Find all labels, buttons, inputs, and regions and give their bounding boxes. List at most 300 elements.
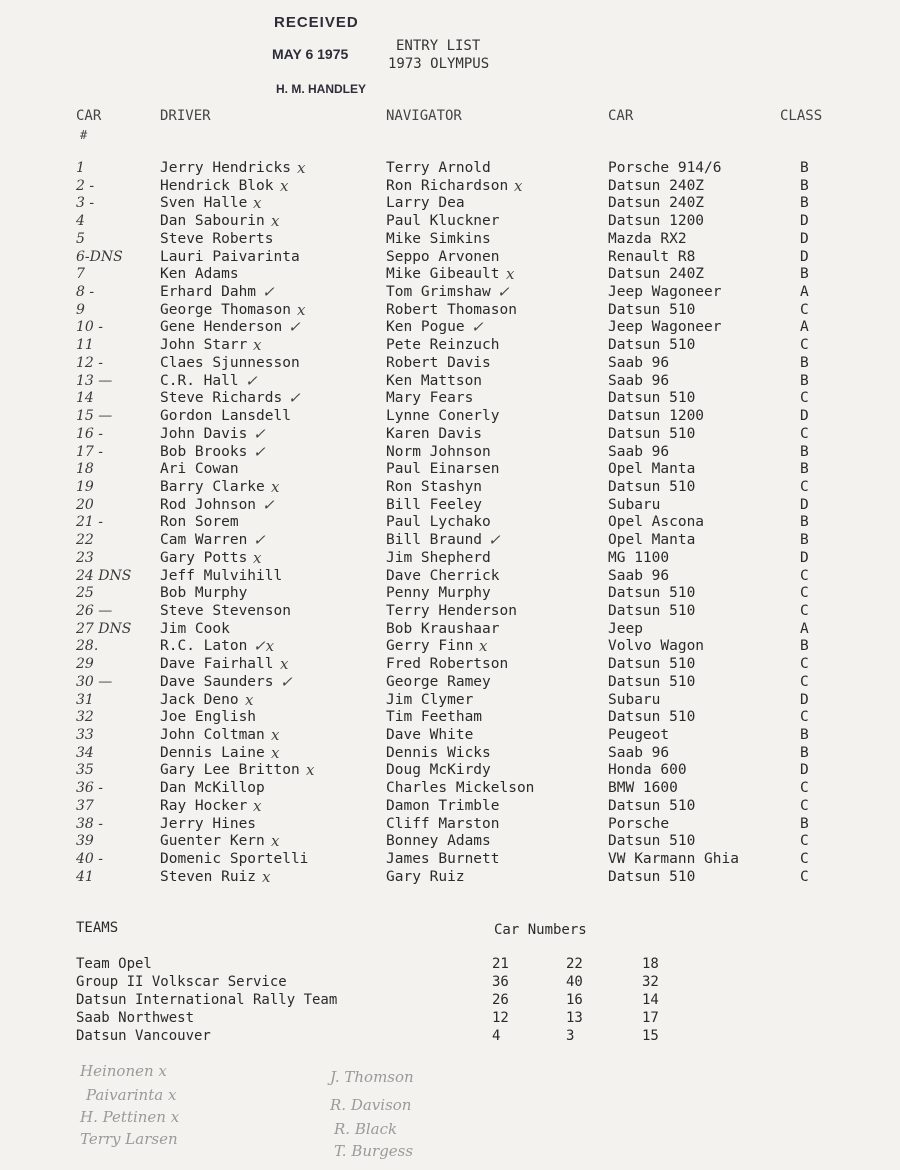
driver-cell: Cam Warren bbox=[160, 532, 248, 549]
car-number-cell: 22 bbox=[76, 532, 94, 549]
table-row bbox=[0, 833, 900, 851]
car-cell: Saab 96 bbox=[608, 354, 670, 371]
car-cell: Datsun 510 bbox=[608, 833, 696, 850]
car-number-cell: 14 bbox=[76, 390, 94, 407]
car-cell: Mazda RX2 bbox=[608, 230, 687, 247]
team-car-number: 4 bbox=[492, 1028, 501, 1044]
car-number-cell: 30 — bbox=[76, 673, 113, 690]
car-number-cell: 39 bbox=[76, 833, 94, 850]
navigator-cell: Tim Feetham bbox=[386, 709, 483, 726]
car-cell: Datsun 510 bbox=[608, 797, 696, 814]
driver-cell: Sven Halle bbox=[160, 195, 248, 212]
class-cell: B bbox=[800, 160, 809, 176]
column-header-navigator: NAVIGATOR bbox=[386, 108, 462, 124]
table-row bbox=[0, 266, 900, 284]
driver-cell: Bob Murphy bbox=[160, 585, 248, 602]
driver-cell: Steve Roberts bbox=[160, 230, 274, 247]
navigator-cell: Ron Richardson bbox=[386, 177, 509, 194]
handwritten-mark: x bbox=[297, 300, 306, 319]
document-subtitle: 1973 OLYMPUS bbox=[388, 56, 490, 72]
driver-cell: John Starr bbox=[160, 337, 248, 354]
class-cell: C bbox=[800, 797, 809, 814]
navigator-cell: Mike Simkins bbox=[386, 230, 491, 247]
class-cell: B bbox=[800, 727, 809, 743]
car-cell: Datsun 240Z bbox=[608, 177, 705, 194]
handwritten-note: J. Thomson bbox=[330, 1068, 414, 1086]
driver-cell: Ron Sorem bbox=[160, 514, 239, 531]
car-cell: Datsun 510 bbox=[608, 868, 696, 885]
team-car-number: 26 bbox=[492, 992, 509, 1008]
navigator-cell: Ron Stashyn bbox=[386, 478, 483, 495]
received-stamp: RECEIVED bbox=[274, 14, 359, 31]
driver-cell: Jim Cook bbox=[160, 620, 230, 637]
car-cell: Saab 96 bbox=[608, 567, 670, 584]
handwritten-mark: ✓ bbox=[288, 318, 301, 337]
driver-cell: Jack Deno bbox=[160, 691, 239, 708]
navigator-cell: Lynne Conerly bbox=[386, 408, 500, 425]
table-row bbox=[0, 798, 900, 816]
navigator-cell: Ken Mattson bbox=[386, 372, 483, 389]
teams-table bbox=[0, 955, 900, 1045]
driver-cell: Ari Cowan bbox=[160, 461, 239, 478]
table-row bbox=[0, 390, 900, 408]
driver-cell: Barry Clarke bbox=[160, 478, 265, 495]
table-row bbox=[0, 656, 900, 674]
car-cell: Saab 96 bbox=[608, 372, 670, 389]
car-cell: Volvo Wagon bbox=[608, 638, 705, 655]
table-row bbox=[0, 408, 900, 426]
driver-cell: Dan McKillop bbox=[160, 780, 265, 797]
table-row bbox=[0, 444, 900, 462]
car-cell: Honda 600 bbox=[608, 762, 687, 779]
handwritten-mark: x bbox=[253, 548, 262, 567]
handwritten-note: R. Black bbox=[334, 1120, 398, 1138]
class-cell: B bbox=[800, 815, 809, 832]
navigator-cell: Seppo Arvonen bbox=[386, 248, 500, 265]
table-row bbox=[0, 373, 900, 391]
handwritten-mark: ✓ bbox=[245, 371, 258, 390]
car-cell: Opel Manta bbox=[608, 461, 696, 478]
car-cell: Jeep bbox=[608, 620, 643, 637]
class-cell: C bbox=[800, 868, 809, 885]
driver-cell: Dave Saunders bbox=[160, 673, 274, 690]
car-cell: Datsun 510 bbox=[608, 390, 696, 407]
team-row bbox=[0, 991, 900, 1009]
car-number-cell: 12 - bbox=[76, 354, 103, 371]
class-cell: D bbox=[800, 408, 809, 425]
driver-cell: Bob Brooks bbox=[160, 443, 248, 460]
table-row bbox=[0, 692, 900, 710]
table-row bbox=[0, 319, 900, 337]
class-cell: B bbox=[800, 532, 809, 549]
column-header-driver: DRIVER bbox=[160, 108, 211, 124]
team-row bbox=[0, 1009, 900, 1027]
car-cell: Renault R8 bbox=[608, 248, 696, 265]
car-cell: Peugeot bbox=[608, 727, 670, 743]
navigator-cell: Jim Shepherd bbox=[386, 549, 491, 566]
class-cell: D bbox=[800, 549, 809, 566]
navigator-cell: Paul Kluckner bbox=[386, 213, 500, 230]
car-cell: Datsun 510 bbox=[608, 478, 696, 495]
team-car-number: 13 bbox=[566, 1010, 583, 1026]
table-row bbox=[0, 745, 900, 763]
team-car-number: 15 bbox=[642, 1028, 659, 1044]
car-number-cell: 38 - bbox=[76, 815, 103, 832]
driver-cell: Jerry Hendricks bbox=[160, 160, 291, 176]
navigator-cell: Damon Trimble bbox=[386, 797, 500, 814]
handwritten-mark: x bbox=[245, 690, 254, 709]
class-cell: C bbox=[800, 833, 809, 850]
table-row bbox=[0, 213, 900, 231]
navigator-cell: Dave Cherrick bbox=[386, 567, 500, 584]
team-car-number: 21 bbox=[492, 956, 509, 972]
team-row bbox=[0, 973, 900, 991]
navigator-cell: Paul Einarsen bbox=[386, 461, 500, 478]
received-name-stamp: H. M. HANDLEY bbox=[276, 82, 366, 96]
navigator-cell: Fred Robertson bbox=[386, 656, 509, 673]
handwritten-mark: x bbox=[271, 743, 280, 762]
class-cell: C bbox=[800, 673, 809, 690]
class-cell: D bbox=[800, 691, 809, 708]
driver-cell: Hendrick Blok bbox=[160, 177, 274, 194]
handwritten-mark: ✓ bbox=[262, 283, 275, 302]
handwritten-mark: x bbox=[479, 637, 488, 656]
team-car-number: 3 bbox=[566, 1028, 575, 1044]
team-car-number: 40 bbox=[566, 974, 583, 990]
table-row bbox=[0, 585, 900, 603]
driver-cell: Jeff Mulvihill bbox=[160, 567, 283, 584]
class-cell: B bbox=[800, 177, 809, 194]
table-row bbox=[0, 568, 900, 586]
navigator-cell: Paul Lychako bbox=[386, 514, 491, 531]
car-cell: BMW 1600 bbox=[608, 780, 678, 797]
class-cell: C bbox=[800, 656, 809, 673]
car-cell: Porsche 914/6 bbox=[608, 160, 722, 176]
navigator-cell: Tom Grimshaw bbox=[386, 284, 491, 301]
team-car-number: 16 bbox=[566, 992, 583, 1008]
car-cell: Datsun 240Z bbox=[608, 195, 705, 212]
car-number-cell: 5 bbox=[76, 230, 85, 247]
handwritten-mark: x bbox=[271, 212, 280, 231]
table-row bbox=[0, 762, 900, 780]
handwritten-mark: x bbox=[280, 655, 289, 674]
handwritten-mark: ✓ bbox=[253, 424, 266, 443]
driver-cell: Ken Adams bbox=[160, 266, 239, 283]
car-cell: Jeep Wagoneer bbox=[608, 284, 722, 301]
car-number-cell: 8 - bbox=[76, 284, 95, 301]
handwritten-mark: ✓ bbox=[288, 389, 301, 408]
table-row bbox=[0, 603, 900, 621]
navigator-cell: Mary Fears bbox=[386, 390, 474, 407]
car-number-cell: 7 bbox=[76, 266, 85, 283]
handwritten-mark: ✓x bbox=[253, 637, 275, 656]
car-number-cell: 16 - bbox=[76, 425, 103, 442]
car-cell: Opel Manta bbox=[608, 532, 696, 549]
car-cell: Datsun 1200 bbox=[608, 408, 705, 425]
car-cell: Opel Ascona bbox=[608, 514, 705, 531]
car-number-cell: 21 - bbox=[76, 514, 103, 531]
car-cell: Subaru bbox=[608, 496, 661, 513]
car-number-cell: 37 bbox=[76, 797, 94, 814]
driver-cell: Gary Lee Britton bbox=[160, 762, 300, 779]
handwritten-mark: ✓ bbox=[497, 283, 510, 302]
driver-cell: Claes Sjunnesson bbox=[160, 354, 300, 371]
driver-cell: Ray Hocker bbox=[160, 797, 248, 814]
table-row bbox=[0, 178, 900, 196]
handwritten-mark: x bbox=[253, 796, 262, 815]
car-number-cell: 25 bbox=[76, 585, 94, 602]
table-row bbox=[0, 479, 900, 497]
navigator-cell: Gary Ruiz bbox=[386, 868, 465, 885]
driver-cell: George Thomason bbox=[160, 301, 291, 318]
car-cell: Saab 96 bbox=[608, 744, 670, 761]
class-cell: C bbox=[800, 585, 809, 602]
table-row bbox=[0, 231, 900, 249]
table-row bbox=[0, 355, 900, 373]
handwritten-mark: x bbox=[262, 867, 271, 886]
table-row bbox=[0, 816, 900, 834]
navigator-cell: Karen Davis bbox=[386, 425, 483, 442]
class-cell: B bbox=[800, 638, 809, 655]
navigator-cell: Bonney Adams bbox=[386, 833, 491, 850]
driver-cell: R.C. Laton bbox=[160, 638, 248, 655]
handwritten-note: H. Pettinen x bbox=[80, 1108, 180, 1126]
class-cell: C bbox=[800, 851, 809, 868]
navigator-cell: James Burnett bbox=[386, 851, 500, 868]
car-cell: Datsun 510 bbox=[608, 673, 696, 690]
column-header-car-number: CAR bbox=[76, 108, 102, 124]
column-header-class: CLASS bbox=[780, 108, 823, 124]
class-cell: C bbox=[800, 567, 809, 584]
car-number-cell: 18 bbox=[76, 461, 94, 478]
car-number-cell: 15 — bbox=[76, 408, 113, 425]
class-cell: B bbox=[800, 514, 809, 531]
navigator-cell: Gerry Finn bbox=[386, 638, 474, 655]
table-row bbox=[0, 426, 900, 444]
driver-cell: Steve Stevenson bbox=[160, 602, 291, 619]
team-row bbox=[0, 955, 900, 973]
car-number-cell: 1 bbox=[76, 160, 85, 176]
car-number-cell: 33 bbox=[76, 727, 94, 743]
handwritten-note: T. Burgess bbox=[334, 1142, 414, 1160]
navigator-cell: Bill Feeley bbox=[386, 496, 483, 513]
handwritten-mark: x bbox=[271, 832, 280, 851]
class-cell: B bbox=[800, 372, 809, 389]
car-number-cell: 36 - bbox=[76, 780, 103, 797]
team-name: Datsun International Rally Team bbox=[76, 992, 338, 1008]
navigator-cell: Penny Murphy bbox=[386, 585, 491, 602]
driver-cell: Joe English bbox=[160, 709, 257, 726]
handwritten-mark: x bbox=[253, 194, 262, 213]
table-row bbox=[0, 780, 900, 798]
driver-cell: John Davis bbox=[160, 425, 248, 442]
driver-cell: Guenter Kern bbox=[160, 833, 265, 850]
navigator-cell: Bob Kraushaar bbox=[386, 620, 500, 637]
class-cell: C bbox=[800, 780, 809, 797]
car-cell: Datsun 510 bbox=[608, 656, 696, 673]
table-row bbox=[0, 514, 900, 532]
table-row bbox=[0, 621, 900, 639]
car-number-cell: 17 - bbox=[76, 443, 103, 460]
received-date-stamp: MAY 6 1975 bbox=[272, 46, 349, 62]
table-row bbox=[0, 497, 900, 515]
driver-cell: Jerry Hines bbox=[160, 815, 257, 832]
navigator-cell: Robert Davis bbox=[386, 354, 491, 371]
handwritten-note: Heinonen x bbox=[80, 1062, 167, 1080]
car-cell: Datsun 510 bbox=[608, 585, 696, 602]
table-row bbox=[0, 638, 900, 656]
class-cell: C bbox=[800, 425, 809, 442]
class-cell: D bbox=[800, 248, 809, 265]
team-car-number: 22 bbox=[566, 956, 583, 972]
driver-cell: Dave Fairhall bbox=[160, 656, 274, 673]
navigator-cell: Norm Johnson bbox=[386, 443, 491, 460]
handwritten-mark: x bbox=[271, 726, 280, 744]
car-number-cell: 9 bbox=[76, 301, 85, 318]
car-number-cell: 13 — bbox=[76, 372, 113, 389]
driver-cell: Gene Henderson bbox=[160, 319, 283, 336]
class-cell: D bbox=[800, 230, 809, 247]
car-number-cell: 3 - bbox=[76, 195, 95, 212]
table-row bbox=[0, 284, 900, 302]
driver-cell: Steven Ruiz bbox=[160, 868, 257, 885]
table-row bbox=[0, 532, 900, 550]
driver-cell: Steve Richards bbox=[160, 390, 283, 407]
driver-cell: Dennis Laine bbox=[160, 744, 265, 761]
table-row bbox=[0, 550, 900, 568]
navigator-cell: Pete Reinzuch bbox=[386, 337, 500, 354]
handwritten-mark: x bbox=[297, 159, 306, 177]
column-header-hash: # bbox=[80, 128, 88, 142]
navigator-cell: Dennis Wicks bbox=[386, 744, 491, 761]
team-name: Saab Northwest bbox=[76, 1010, 195, 1026]
table-row bbox=[0, 851, 900, 869]
handwritten-mark: x bbox=[253, 336, 262, 355]
car-number-cell: 20 bbox=[76, 496, 94, 513]
table-row bbox=[0, 337, 900, 355]
car-number-cell: 31 bbox=[76, 691, 94, 708]
navigator-cell: George Ramey bbox=[386, 673, 491, 690]
class-cell: C bbox=[800, 709, 809, 726]
car-cell: Datsun 510 bbox=[608, 709, 696, 726]
class-cell: D bbox=[800, 762, 809, 779]
driver-cell: John Coltman bbox=[160, 727, 265, 743]
car-cell: Saab 96 bbox=[608, 443, 670, 460]
car-cell: Jeep Wagoneer bbox=[608, 319, 722, 336]
team-name: Datsun Vancouver bbox=[76, 1028, 211, 1044]
team-name: Group II Volkscar Service bbox=[76, 974, 287, 990]
class-cell: C bbox=[800, 337, 809, 354]
handwritten-note: Terry Larsen bbox=[80, 1130, 178, 1148]
car-number-cell: 23 bbox=[76, 549, 94, 566]
team-car-number: 14 bbox=[642, 992, 659, 1008]
navigator-cell: Jim Clymer bbox=[386, 691, 474, 708]
car-cell: Datsun 1200 bbox=[608, 213, 705, 230]
team-name: Team Opel bbox=[76, 956, 152, 972]
car-number-cell: 32 bbox=[76, 709, 94, 726]
class-cell: B bbox=[800, 195, 809, 212]
car-number-cell: 28. bbox=[76, 638, 99, 655]
team-car-number: 18 bbox=[642, 956, 659, 972]
class-cell: B bbox=[800, 461, 809, 478]
driver-cell: Gordon Lansdell bbox=[160, 408, 291, 425]
class-cell: A bbox=[800, 319, 809, 336]
car-cell: Datsun 510 bbox=[608, 337, 696, 354]
class-cell: C bbox=[800, 602, 809, 619]
car-number-cell: 11 bbox=[76, 337, 94, 354]
class-cell: B bbox=[800, 443, 809, 460]
table-row bbox=[0, 249, 900, 267]
document-title: ENTRY LIST bbox=[396, 38, 481, 54]
driver-cell: Lauri Paivarinta bbox=[160, 248, 300, 265]
team-car-number: 32 bbox=[642, 974, 659, 990]
car-number-cell: 40 - bbox=[76, 851, 103, 868]
handwritten-mark: x bbox=[306, 761, 315, 780]
handwritten-mark: ✓ bbox=[471, 318, 484, 337]
class-cell: B bbox=[800, 354, 809, 371]
class-cell: B bbox=[800, 266, 809, 283]
car-cell: Datsun 510 bbox=[608, 602, 696, 619]
driver-cell: Rod Johnson bbox=[160, 496, 257, 513]
car-cell: Datsun 510 bbox=[608, 301, 696, 318]
entry-table bbox=[0, 160, 900, 886]
team-car-number: 12 bbox=[492, 1010, 509, 1026]
car-number-cell: 27 DNS bbox=[76, 620, 132, 637]
handwritten-mark: x bbox=[280, 176, 289, 195]
driver-cell: Domenic Sportelli bbox=[160, 851, 309, 868]
car-cell: Porsche bbox=[608, 815, 670, 832]
table-row bbox=[0, 727, 900, 745]
car-number-cell: 29 bbox=[76, 656, 94, 673]
car-number-cell: 19 bbox=[76, 478, 94, 495]
handwritten-mark: ✓ bbox=[488, 531, 501, 550]
driver-cell: Erhard Dahm bbox=[160, 284, 257, 301]
navigator-cell: Dave White bbox=[386, 727, 474, 743]
team-car-number: 17 bbox=[642, 1010, 659, 1026]
navigator-cell: Robert Thomason bbox=[386, 301, 517, 318]
handwritten-mark: ✓ bbox=[262, 495, 275, 514]
handwritten-mark: x bbox=[506, 265, 515, 284]
table-row bbox=[0, 674, 900, 692]
navigator-cell: Mike Gibeault bbox=[386, 266, 500, 283]
navigator-cell: Charles Mickelson bbox=[386, 780, 535, 797]
car-number-cell: 24 DNS bbox=[76, 567, 132, 584]
class-cell: C bbox=[800, 478, 809, 495]
handwritten-mark: x bbox=[271, 477, 280, 496]
driver-cell: C.R. Hall bbox=[160, 372, 239, 389]
handwritten-mark: ✓ bbox=[253, 442, 266, 461]
class-cell: A bbox=[800, 620, 809, 637]
table-row bbox=[0, 461, 900, 479]
class-cell: C bbox=[800, 390, 809, 407]
navigator-cell: Cliff Marston bbox=[386, 815, 500, 832]
car-number-cell: 35 bbox=[76, 762, 94, 779]
driver-cell: Gary Potts bbox=[160, 549, 248, 566]
car-cell: Subaru bbox=[608, 691, 661, 708]
table-row bbox=[0, 869, 900, 887]
navigator-cell: Ken Pogue bbox=[386, 319, 465, 336]
class-cell: D bbox=[800, 496, 809, 513]
teams-header: TEAMS bbox=[76, 920, 119, 936]
car-number-cell: 34 bbox=[76, 744, 94, 761]
car-number-cell: 41 bbox=[76, 868, 94, 885]
handwritten-mark: x bbox=[514, 176, 523, 195]
table-row bbox=[0, 160, 900, 178]
car-cell: VW Karmann Ghia bbox=[608, 851, 739, 868]
car-number-cell: 4 bbox=[76, 213, 85, 230]
car-number-cell: 26 — bbox=[76, 602, 113, 619]
driver-cell: Dan Sabourin bbox=[160, 213, 265, 230]
